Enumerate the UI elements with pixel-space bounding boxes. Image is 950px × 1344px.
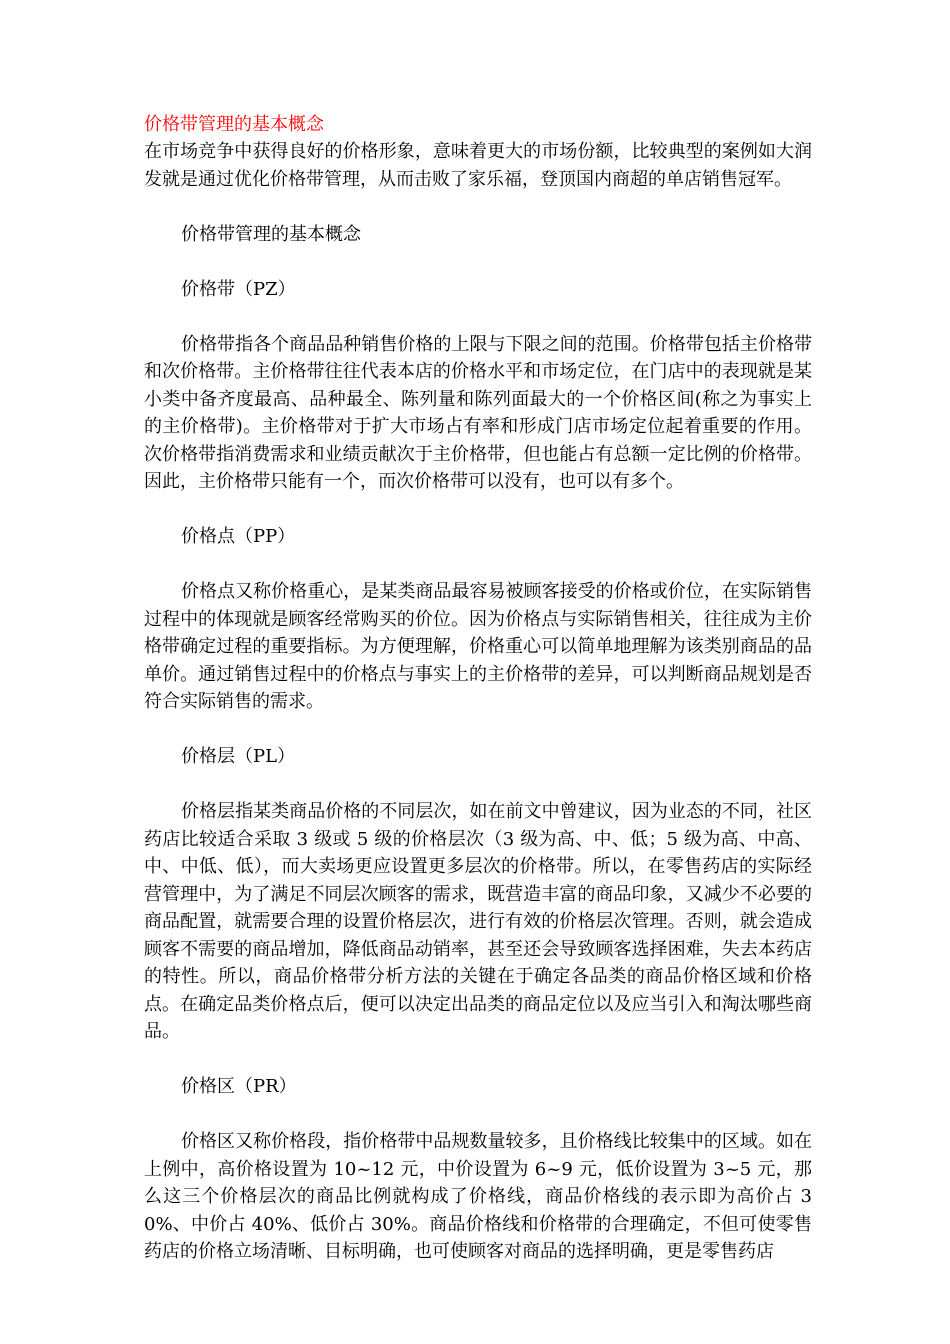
document-title: 价格带管理的基本概念 [144, 114, 324, 135]
spacer [144, 303, 812, 331]
section-body-pz: 价格带指各个商品品种销售价格的上限与下限之间的范围。价格带包括主价格带和次价格带。主价格带往往代表本店的价格水平和市场定位，在门店中的表现就是某小类中备齐度最高、品种最全、陈列量和陈列面最大的一个价格区间(称之为事实上的主价格带)。主价格带对于扩大市场占有率和形成门店市场定位起着重要的作用。次价格带指消费需求和业绩贡献次于主价格带，但也能占有总额一定比例的价格带。因此，主价格带只能有一个，而次价格带可以没有，也可以有多个。 [144, 333, 812, 492]
spacer [144, 193, 812, 221]
spacer [144, 771, 812, 799]
spacer [144, 1046, 812, 1074]
spacer [144, 248, 812, 276]
section-body-pl: 价格层指某类商品价格的不同层次，如在前文中曾建议，因为业态的不同，社区药店比较适合采取 3 级或 5 级的价格层次（3 级为高、中、低；5 级为高、中高、中、中低、低），而大卖场更应设置更多层次的价格带。所以，在零售药店的实际经营管理中，为了满足不同层次顾客的需求，既营造丰富的商品印象，又减少不必要的商品配置，就需要合理的设置价格层次，进行有效的价格层次管理。否则，就会造成顾客不需要的商品增加，降低商品动销率，甚至还会导致顾客选择困难，失去本药店的特性。所以，商品价格带分析方法的关键在于确定各品类的商品价格区域和价格点。在确定品类价格点后，便可以决定出品类的商品定位以及应当引入和淘汰哪些商品。 [144, 801, 812, 1042]
spacer [144, 496, 812, 524]
spacer [144, 551, 812, 579]
section-body-pr: 价格区又称价格段，指价格带中品规数量较多，且价格线比较集中的区域。如在上例中，高价格设置为 10~12 元，中价设置为 6~9 元，低价设置为 3~5 元，那么这三个价格层次的商品比例就构成了价格线，商品价格线的表示即为高价占 30%、中价占 40%、低价占 30%。商品价格线和价格带的合理确定，不但可使零售药店的价格立场清晰、目标明确，也可使顾客对商品的选择明确，更是零售药店 [144, 1131, 812, 1262]
spacer [144, 716, 812, 744]
section-heading-pl: 价格层（PL） [181, 746, 296, 767]
section-heading-pp: 价格点（PP） [181, 526, 296, 547]
subtitle: 价格带管理的基本概念 [181, 223, 361, 245]
spacer [144, 1101, 812, 1129]
section-heading-pz: 价格带（PZ） [181, 278, 296, 300]
section-body-pp: 价格点又称价格重心，是某类商品最容易被顾客接受的价格或价位，在实际销售过程中的体现就是顾客经常购买的价位。因为价格点与实际销售相关，往往成为主价格带确定过程的重要指标。为方便理解，价格重心可以简单地理解为该类别商品的品单价。通过销售过程中的价格点与事实上的主价格带的差异，可以判断商品规划是否符合实际销售的需求。 [144, 581, 812, 712]
section-heading-pr: 价格区（PR） [181, 1076, 297, 1097]
intro-paragraph: 在市场竞争中获得良好的价格形象，意味着更大的市场份额，比较典型的案例如大润发就是通过优化价格带管理，从而击败了家乐福，登顶国内商超的单店销售冠军。 [144, 141, 812, 190]
document-body [144, 112, 812, 1266]
